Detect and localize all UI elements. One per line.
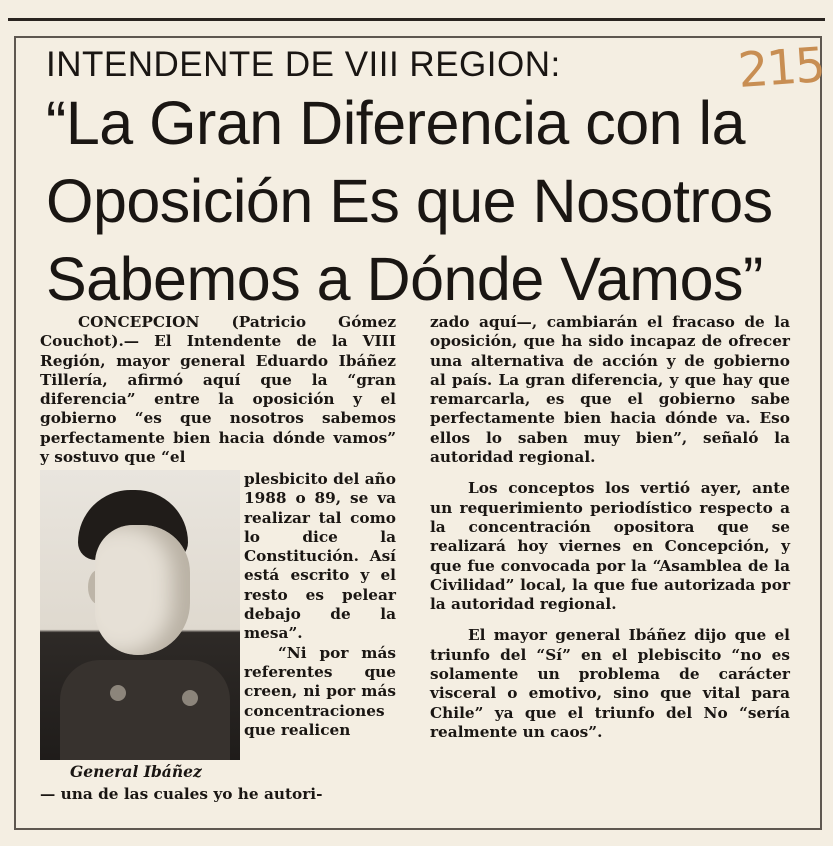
headline: “La Gran Diferencia con la Oposición Es que Nosotros Sabemos a Dónde Vamos”	[46, 89, 773, 313]
wrap-paragraph-2: “Ni por más referentes que creen, ni por más concentraciones que realicen	[244, 643, 396, 739]
lead-paragraph: CONCEPCION (Patricio Gómez Couchot).— El Intendente de la VIII Región, mayor general Eduardo Ibáñez Tillería, afirmó aquí que la “gran diferencia” entre la oposición y el gobierno “es que nosotros sabemos perfectamente bien hacia dónde vamos” y sostuvo que “el	[40, 313, 396, 467]
handwritten-page-number: 215	[736, 37, 826, 99]
kicker-heading: INTENDENTE DE VIII REGION:	[46, 45, 561, 84]
top-rule	[8, 18, 825, 21]
photo-caption: General Ibáñez	[70, 762, 202, 781]
column-1-tail: — una de las cuales yo he autori-	[40, 785, 323, 803]
col2-paragraph-3: El mayor general Ibáñez dijo que el triunfo del “Sí” en el plebiscito “no es solamente un problema de carácter visceral o emotivo, sino que vital para Chile” ya que el triunfo del No “sería realmente un caos”.	[430, 626, 790, 741]
article-column-2	[430, 313, 790, 754]
uniform-shape	[60, 660, 230, 760]
insignia-icon	[110, 685, 126, 701]
face-shape	[95, 525, 190, 655]
insignia-icon	[182, 690, 198, 706]
col2-paragraph-1: zado aquí—, cambiarán el fracaso de la oposición, que ha sido incapaz de ofrecer una alternativa de acción y de gobierno al país. La gran diferencia, y que hay que remarcarla, es que el gobierno sabe perfectamente bien hacia dónde va. Eso ellos lo saben muy bien”, señaló la autoridad regional.	[430, 313, 790, 467]
article-column-1-wrap	[244, 470, 396, 740]
col2-paragraph-2: Los conceptos los vertió ayer, ante un requerimiento periodístico respecto a la concentración opositora que se realizará hoy viernes en Concepción, y que fue convocada por la “Asamblea de la Civilidad” local, la que fue autorizada por la autoridad regional.	[430, 479, 790, 614]
portrait-photo	[40, 470, 240, 760]
article-column-1	[40, 313, 396, 467]
wrap-paragraph-1: plesbicito del año 1988 o 89, se va realizar tal como lo dice la Constitución. Así está escrito y el resto es pelear debajo de la mesa”.	[244, 470, 396, 643]
